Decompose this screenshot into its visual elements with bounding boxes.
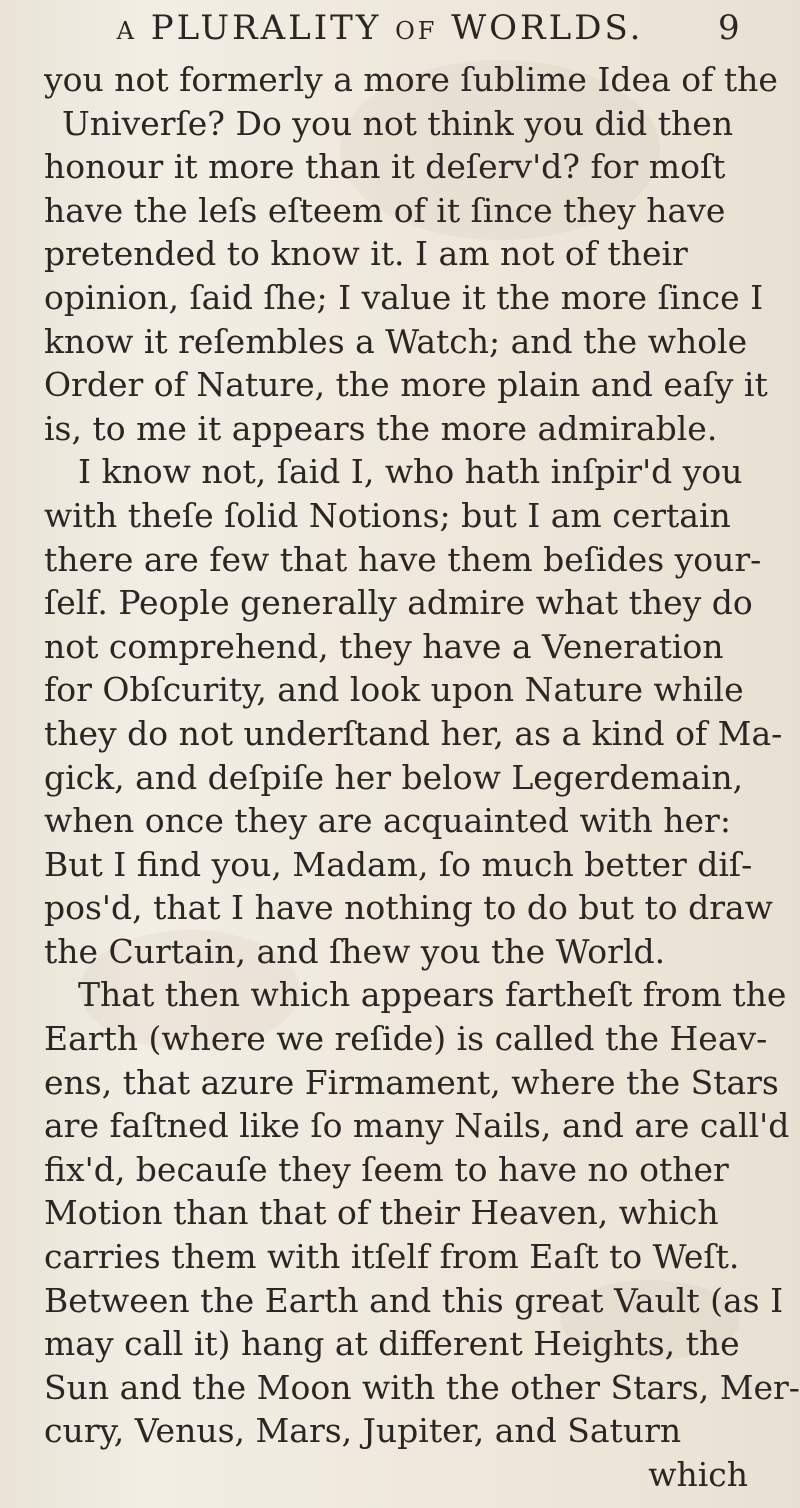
text-line: Univerſe? Do you not think you did then — [62, 103, 734, 143]
text-line: may call it) hang at different Heights, the — [44, 1324, 740, 1364]
text-line: you not formerly a more ſublime Idea of the — [44, 60, 778, 99]
text-line: Sun and the Moon with the other Stars, Mer- — [44, 1367, 800, 1407]
text-line: Between the Earth and this great Vault (as I — [44, 1280, 784, 1320]
bottom-margin — [0, 1316, 800, 1508]
page-header — [0, 0, 800, 60]
text-line: fix'd, becauſe they ſeem to have no other — [44, 1149, 729, 1189]
text-line: ſelf. People generally admire what they do — [44, 583, 753, 623]
text-line: are faſtned like ſo many Nails, and are call'd — [44, 1106, 790, 1146]
text-line: there are few that have them beſides your- — [44, 539, 762, 579]
text-line: have the leſs eſteem of it ſince they have — [44, 190, 726, 230]
text-line: opinion, ſaid ſhe; I value it the more ſince I — [44, 277, 764, 317]
text-line: with theſe ſolid Notions; but I am certain — [44, 495, 731, 535]
text-line: Motion than that of their Heaven, which — [44, 1193, 719, 1233]
catchword: which — [648, 1455, 748, 1494]
text-line: know it reſembles a Watch; and the whole — [44, 321, 748, 361]
text-line: cury, Venus, Mars, Jupiter, and Saturn — [44, 1411, 682, 1451]
text-line: for Obſcurity, and look upon Nature while — [44, 670, 744, 710]
page-number: 9 — [718, 8, 740, 48]
text-line: pos'd, that I have nothing to do but to draw — [44, 888, 773, 928]
text-line: they do not underſtand her, as a kind of Ma- — [44, 713, 783, 753]
text-line: honour it more than it deſerv'd? for moſt — [44, 147, 726, 187]
body-text — [44, 58, 800, 1497]
text-line: I know not, ſaid I, who hath inſpir'd you — [78, 452, 743, 492]
text-line: carries them with itſelf from Eaſt to Weſt. — [44, 1237, 740, 1277]
text-line: the Curtain, and ſhew you the World. — [44, 931, 666, 971]
text-line: pretended to know it. I am not of their — [44, 234, 688, 274]
text-line: Order of Nature, the more plain and eaſy it — [44, 365, 768, 405]
text-line: That then which appears fartheſt from the — [78, 975, 787, 1015]
text-line: gick, and deſpiſe her below Legerdemain, — [44, 757, 744, 797]
running-title: a PLURALITY of WORLDS. — [116, 8, 644, 48]
text-line: But I find you, Madam, ſo much better diſ- — [44, 844, 753, 884]
text-line: ens, that azure Firmament, where the Stars — [44, 1062, 779, 1102]
text-line: is, to me it appears the more admirable. — [44, 408, 718, 448]
text-line: Earth (where we reſide) is called the Heav- — [44, 1019, 768, 1059]
text-line: not comprehend, they have a Veneration — [44, 626, 724, 666]
text-line: when once they are acquainted with her: — [44, 801, 731, 841]
